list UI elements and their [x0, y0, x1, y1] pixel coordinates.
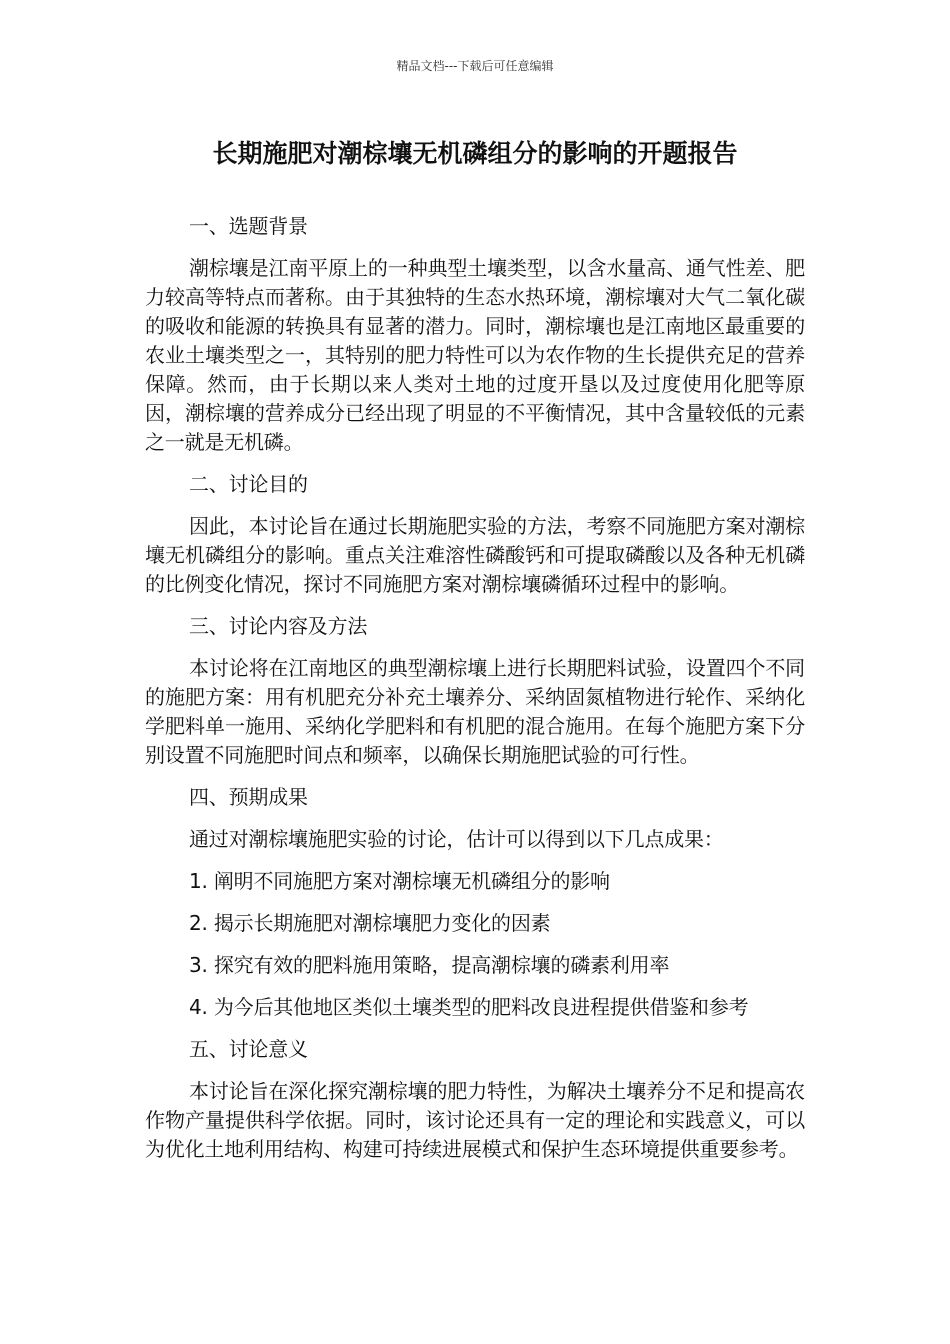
- section-heading-purpose: 二、讨论目的: [189, 472, 308, 496]
- section-body-background: 潮棕壤是江南平原上的一种典型土壤类型，以含水量高、通气性差、肥力较高等特点而著称。由于其独特的生态水热环境，潮棕壤对大气二氧化碳的吸收和能源的转换具有显著的潜力。同时，潮棕壤也是江南地区最重要的农业土壤类型之一，其特别的肥力特性可以为农作物的生长提供充足的营养保障。然而，由于长期以来人类对土地的过度开垦以及过度使用化肥等原因，潮棕壤的营养成分已经出现了明显的不平衡情况，其中含量较低的元素之一就是无机磷。: [145, 256, 805, 454]
- document-title: 长期施肥对潮棕壤无机磷组分的影响的开题报告: [212, 139, 738, 168]
- outcome-list-item: 4. 为今后其他地区类似土壤类型的肥料改良进程提供借鉴和参考: [189, 995, 749, 1019]
- document-body: [145, 212, 805, 1177]
- section-body-methods: 本讨论将在江南地区的典型潮棕壤上进行长期肥料试验，设置四个不同的施肥方案：用有机肥充分补充土壤养分、采纳固氮植物进行轮作、采纳化学肥料单一施用、采纳化学肥料和有机肥的混合施用。在每个施肥方案下分别设置不同施肥时间点和频率，以确保长期施肥试验的可行性。: [145, 656, 805, 767]
- outcome-list-item: 1. 阐明不同施肥方案对潮棕壤无机磷组分的影响: [189, 869, 610, 893]
- section-heading-significance: 五、讨论意义: [189, 1037, 308, 1061]
- page-header-note: 精品文档---下载后可任意编辑: [396, 59, 554, 73]
- section-heading-outcomes: 四、预期成果: [189, 785, 308, 809]
- section-heading-background: 一、选题背景: [189, 214, 308, 238]
- section-intro-outcomes: 通过对潮棕壤施肥实验的讨论，估计可以得到以下几点成果：: [189, 827, 724, 851]
- outcome-list-item: 3. 探究有效的肥料施用策略，提高潮棕壤的磷素利用率: [189, 953, 670, 977]
- outcome-list-item: 2. 揭示长期施肥对潮棕壤肥力变化的因素: [189, 911, 551, 935]
- section-heading-methods: 三、讨论内容及方法: [189, 614, 368, 638]
- section-body-significance: 本讨论旨在深化探究潮棕壤的肥力特性，为解决土壤养分不足和提高农作物产量提供科学依据。同时，该讨论还具有一定的理论和实践意义，可以为优化土地利用结构、构建可持续进展模式和保护生态环境提供重要参考。: [145, 1079, 805, 1161]
- section-body-purpose: 因此，本讨论旨在通过长期施肥实验的方法，考察不同施肥方案对潮棕壤无机磷组分的影响。重点关注难溶性磷酸钙和可提取磷酸以及各种无机磷的比例变化情况，探讨不同施肥方案对潮棕壤磷循环过程中的影响。: [145, 514, 805, 596]
